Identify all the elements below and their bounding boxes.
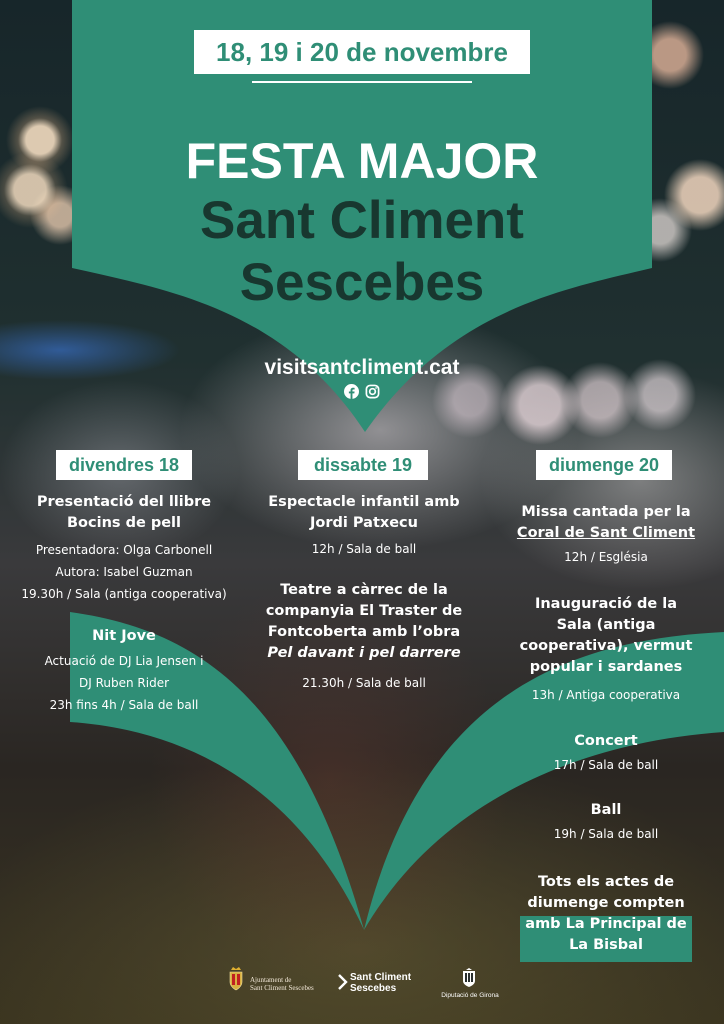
ajuntament-logo-text — [250, 976, 330, 992]
saturday-event-1-title-line-1: Espectacle infantil amb — [268, 494, 460, 510]
friday-event-1-title — [10, 492, 238, 534]
sunday-note-line-1: Tots els actes de — [537, 874, 675, 890]
date-banner: 18, 19 i 20 de novembre — [194, 30, 530, 74]
sunday-event-3-time: 17h / Sala de ball — [553, 758, 659, 772]
sunday-event-2-title-line-4: popular i sardanes — [529, 659, 683, 675]
sunday-event-2-title-line-3: cooperativa), vermut — [519, 638, 693, 654]
saturday-event-2-title-line-3: Fontcoberta amb l’obra — [267, 624, 461, 640]
diputacio-crest-icon — [462, 968, 476, 988]
saturday-event-2-title-line-1: Teatre a càrrec de la — [280, 582, 448, 598]
sunday-event-4-title: Ball — [590, 802, 622, 818]
footer-logos — [0, 960, 724, 1010]
brand-line-2: Sescebes — [350, 983, 397, 994]
friday-event-1-details — [6, 539, 242, 605]
ajuntament-crest-icon — [228, 966, 244, 992]
town-line-1: Sant Climent — [200, 191, 524, 250]
sunday-event-1-title-line-1: Missa cantada per la — [521, 504, 691, 520]
friday-event-2-line-1: Actuació de DJ Lia Jensen i — [44, 654, 204, 668]
social-icons — [342, 384, 382, 402]
sunday-event-1-time: 12h / Església — [564, 550, 648, 564]
day-sunday: diumenge 20 — [536, 450, 672, 480]
friday-event-2-details — [6, 650, 242, 716]
friday-event-1-title-line-1: Presentació del llibre — [36, 494, 212, 510]
sunday-note-line-4: La Bisbal — [569, 937, 643, 953]
saturday-event-2-title-line-2: companyia El Traster de — [265, 603, 463, 619]
ajuntament-line-2: Sant Climent Sescebes — [250, 984, 314, 992]
ajuntament-line-1: Ajuntament de — [250, 976, 292, 984]
brand-logo-text — [350, 972, 430, 994]
sunday-note-line-3: amb La Principal de — [525, 916, 687, 932]
sunday-event-3-title: Concert — [574, 733, 638, 749]
sunday-event-1-title-line-2: Coral de Sant Climent — [516, 525, 696, 541]
sunday-note-line-2: diumenge compten — [527, 895, 685, 911]
sunday-event-2-title — [496, 594, 716, 678]
sunday-event-2-title-line-2: Sala (antiga — [556, 617, 656, 633]
friday-event-1-title-line-2: Bocins de pell — [67, 515, 181, 531]
brand-chevron-icon — [338, 974, 348, 990]
sunday-event-2-time: 13h / Antiga cooperativa — [531, 688, 681, 702]
instagram-icon[interactable] — [365, 384, 380, 399]
sunday-note — [496, 872, 716, 956]
saturday-event-2-title — [240, 580, 488, 664]
friday-event-1-presenter: Presentadora: Olga Carbonell — [35, 543, 213, 557]
saturday-event-1-time: 12h / Sala de ball — [311, 542, 417, 556]
date-divider — [252, 81, 472, 83]
friday-event-1-time: 19.30h / Sala (antiga cooperativa) — [21, 587, 227, 601]
friday-event-2-title: Nit Jove — [92, 628, 156, 644]
website-link[interactable]: visitsantcliment.cat — [264, 356, 460, 379]
diputacio-logo-text: Diputació de Girona — [441, 992, 499, 999]
sunday-event-4-time: 19h / Sala de ball — [553, 827, 659, 841]
saturday-event-2-play-title: Pel davant i pel darrere — [267, 645, 461, 661]
friday-event-2-line-2: DJ Ruben Rider — [78, 676, 170, 690]
saturday-event-1-title — [244, 492, 484, 534]
saturday-event-2-time: 21.30h / Sala de ball — [302, 676, 426, 690]
friday-event-1-author: Autora: Isabel Guzman — [55, 565, 193, 579]
sunday-event-2-title-line-1: Inauguració de la — [534, 596, 678, 612]
facebook-icon[interactable] — [344, 384, 359, 399]
brand-line-1: Sant Climent — [350, 972, 412, 983]
sunday-event-1-title — [496, 502, 716, 544]
town-title — [110, 190, 614, 314]
saturday-event-1-title-line-2: Jordi Patxecu — [310, 515, 418, 531]
festa-major-title: FESTA MAJOR — [185, 133, 539, 189]
day-saturday: dissabte 19 — [298, 450, 428, 480]
town-line-2: Sescebes — [239, 253, 485, 312]
friday-event-2-time: 23h fins 4h / Sala de ball — [49, 698, 199, 712]
day-friday: divendres 18 — [56, 450, 192, 480]
